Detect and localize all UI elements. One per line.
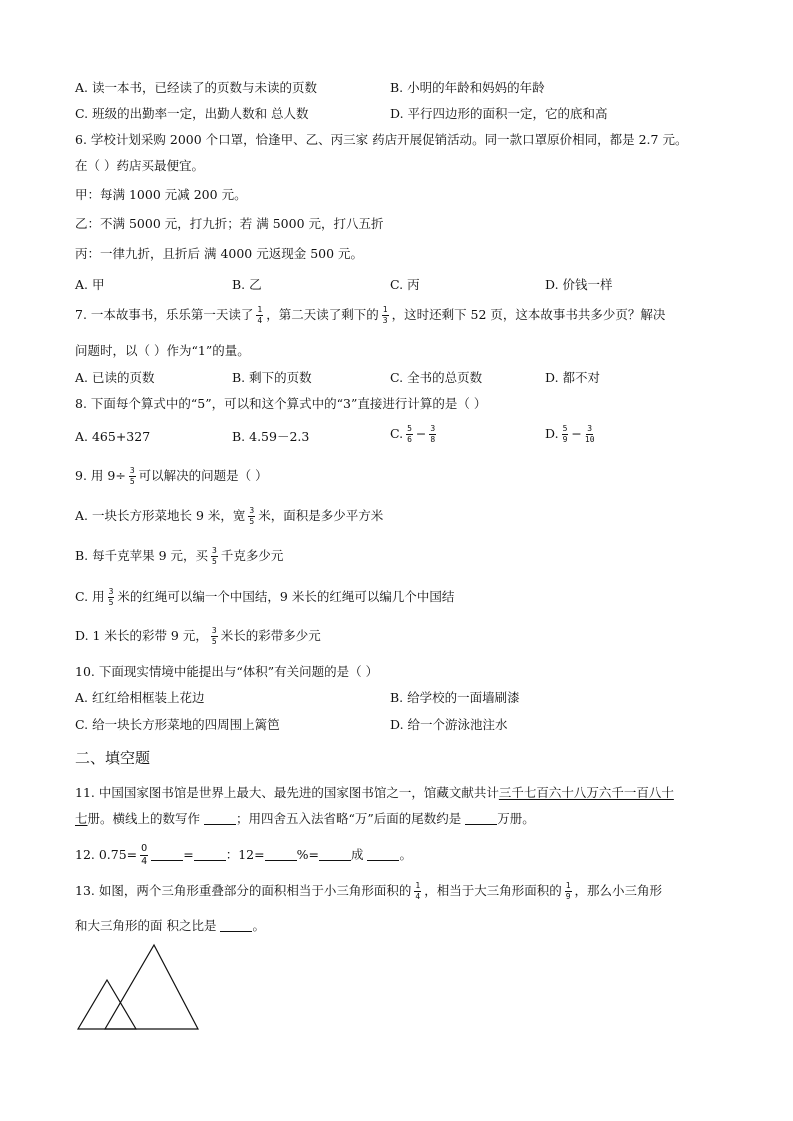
answer-blank[interactable]: [319, 848, 351, 861]
fraction: $\frac{3}{10}$: [584, 424, 595, 444]
q10-option-c: C. 给一块长方形菜地的四周围上篱笆: [75, 717, 280, 732]
q6-pharmacy-jia: 甲：每满 1000 元减 200 元。: [75, 187, 247, 202]
answer-blank[interactable]: [194, 848, 226, 861]
q10-option-d: D. 给一个游泳池注水: [390, 717, 508, 732]
q6-option-a: A. 甲: [75, 277, 105, 292]
overlapping-triangles-figure: [70, 940, 210, 1035]
fraction: $\frac{3}{5}$: [129, 466, 135, 486]
fraction: $\frac{1}{3}$: [382, 305, 388, 325]
q8-option-c: C. $\frac{5}{6}$ − $\frac{3}{8}$: [390, 424, 436, 444]
q7-option-d: D. 都不对: [545, 370, 601, 385]
q11-stem-line2: 七册。横线上的数写作 ；用四舍五入法省略“万”后面的尾数约是 万册。: [75, 811, 535, 826]
underlined-number-text: 三千七百六十八万六千一百八十: [498, 785, 674, 800]
q8-option-b: B. 4.59－2.3: [232, 429, 310, 444]
q7-stem-line1: 7. 一本故事书，乐乐第一天读了 $\frac{1}{4}$ ，第二天读了剩下的 $\frac{1}{3}$ ，这时还剩下 52 页，这本故事书共多少页？解决: [75, 305, 666, 325]
q6-option-c: C. 丙: [390, 277, 420, 292]
q9-option-a: A. 一块长方形菜地长 9 米，宽 $\frac{3}{5}$ 米，面积是多少平方米: [75, 506, 384, 526]
answer-blank[interactable]: [151, 848, 183, 861]
q12-stem: 12. 0.75= $\frac{O}{4}$ = ：12= %= 成 。: [75, 843, 412, 867]
q6-pharmacy-yi: 乙：不满 5000 元，打九折；若 满 5000 元，打八五折: [75, 216, 384, 231]
q5-option-d: D. 平行四边形的面积一定，它的底和高: [390, 106, 608, 121]
q10-option-a: A. 红红给相框装上花边: [75, 690, 205, 705]
q9-option-c: C. 用 $\frac{3}{5}$ 米的红绳可以编一个中国结，9 米长的红绳可以编几个中国结: [75, 587, 455, 607]
q7-option-b: B. 剩下的页数: [232, 370, 312, 385]
q7-option-a: A. 已读的页数: [75, 370, 155, 385]
fraction: $\frac{3}{5}$: [211, 626, 217, 646]
q6-stem-line1: 6. 学校计划采购 2000 个口罩，恰逢甲、乙、丙三家 药店开展促销活动。同一款口罩原价相同，都是 2.7 元。: [75, 132, 688, 147]
answer-blank[interactable]: [465, 812, 497, 825]
q6-stem-line2: 在（ ）药店买最便宜。: [75, 158, 204, 173]
q8-option-a: A. 465+327: [75, 429, 151, 444]
fraction: $\frac{1}{4}$: [415, 881, 421, 901]
q7-option-c: C. 全书的总页数: [390, 370, 483, 385]
q8-option-d: D. $\frac{5}{9}$ − $\frac{3}{10}$: [545, 424, 595, 444]
answer-blank[interactable]: [367, 848, 399, 861]
q9-option-b: B. 每千克苹果 9 元，买 $\frac{3}{5}$ 千克多少元: [75, 546, 284, 566]
answer-blank[interactable]: [204, 812, 236, 825]
answer-blank[interactable]: [220, 919, 252, 932]
fraction: $\frac{1}{4}$: [257, 305, 263, 325]
q7-stem-line2: 问题时，以（ ）作为“1”的量。: [75, 343, 250, 358]
underlined-number-text: 七: [75, 811, 88, 826]
q10-stem: 10. 下面现实情境中能提出与“体积”有关问题的是（ ）: [75, 664, 379, 679]
q13-stem-line2: 和大三角形的面 积之比是 。: [75, 918, 265, 933]
large-triangle: [105, 945, 198, 1029]
fraction: $\frac{3}{5}$: [108, 587, 114, 607]
q11-stem-line1: 11. 中国国家图书馆是世界上最大、最先进的国家图书馆之一，馆藏文献共计三千七百六十八万六千一百八十: [75, 785, 674, 800]
fraction: $\frac{1}{9}$: [565, 881, 571, 901]
fraction: $\frac{3}{8}$: [430, 424, 436, 444]
q6-option-d: D. 价钱一样: [545, 277, 613, 292]
q9-stem: 9. 用 9÷ $\frac{3}{5}$ 可以解决的问题是（ ）: [75, 466, 268, 486]
q5-option-b: B. 小明的年龄和妈妈的年龄: [390, 80, 545, 95]
q5-option-c: C. 班级的出勤率一定，出勤人数和 总人数: [75, 106, 309, 121]
small-triangle: [78, 980, 136, 1029]
q5-option-a: A. 读一本书，已经读了的页数与未读的页数: [75, 80, 317, 95]
q10-option-b: B. 给学校的一面墙刷漆: [390, 690, 520, 705]
q8-stem: 8. 下面每个算式中的“5”，可以和这个算式中的“3”直接进行计算的是（ ）: [75, 396, 487, 411]
q6-pharmacy-bing: 丙：一律九折，且折后 满 4000 元返现金 500 元。: [75, 246, 364, 261]
fraction: $\frac{3}{5}$: [212, 546, 217, 566]
section-heading-fill-in: 二、填空题: [75, 749, 151, 767]
q6-option-b: B. 乙: [232, 277, 262, 292]
fraction: $\frac{5}{9}$: [562, 424, 568, 444]
fraction: $\frac{3}{5}$: [249, 506, 255, 526]
fraction: $\frac{O}{4}$: [141, 843, 148, 867]
fraction: $\frac{5}{6}$: [407, 424, 412, 444]
q13-stem-line1: 13. 如图，两个三角形重叠部分的面积相当于小三角形面积的 $\frac{1}{4}$ ，相当于大三角形面积的 $\frac{1}{9}$ ，那么小三角形: [75, 881, 663, 901]
answer-blank[interactable]: [265, 848, 297, 861]
q9-option-d: D. 1 米长的彩带 9 元， $\frac{3}{5}$ 米长的彩带多少元: [75, 626, 321, 646]
